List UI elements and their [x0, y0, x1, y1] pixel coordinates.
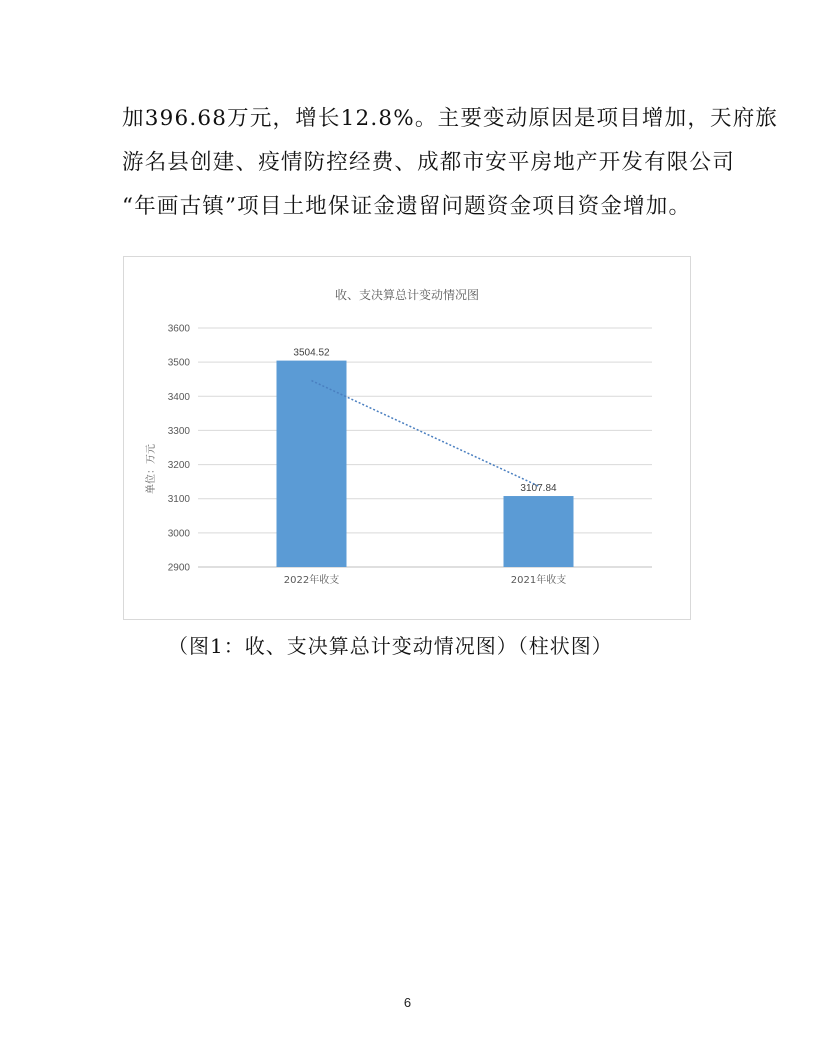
bar-chart	[124, 257, 690, 619]
y-tick-label: 3300	[167, 425, 190, 437]
chart-title: 收、支决算总计变动情况图	[334, 288, 480, 302]
paragraph-line: “年画古镇”项目土地保证金遗留问题资金项目资金增加。	[122, 194, 692, 219]
y-tick-label: 3000	[167, 528, 190, 540]
paragraph-line: 游名县创建、疫情防控经费、成都市安平房地产开发有限公司	[122, 150, 735, 175]
paragraph-line: 加396.68万元，增长12.8%。主要变动原因是项目增加，天府旅	[122, 106, 779, 131]
page-number: 6	[403, 995, 412, 1010]
y-tick-label: 3200	[167, 460, 190, 472]
chart-container	[123, 256, 691, 620]
x-tick-label: 2021年收支	[510, 575, 567, 586]
y-tick-label: 3500	[167, 357, 190, 369]
figure-caption: （图1：收、支决算总计变动情况图）（柱状图）	[168, 634, 613, 658]
y-tick-label: 3400	[167, 391, 190, 403]
y-axis-label: 单位：万元	[146, 444, 157, 494]
data-label: 3107.84	[520, 483, 557, 495]
x-tick-label: 2022年收支	[283, 575, 340, 586]
bar	[277, 361, 347, 567]
y-tick-label: 3100	[167, 494, 190, 506]
y-tick-label: 2900	[167, 562, 190, 574]
body-paragraph	[122, 97, 779, 229]
bar	[504, 496, 574, 567]
y-tick-label: 3600	[167, 323, 190, 335]
data-label: 3504.52	[293, 347, 330, 359]
